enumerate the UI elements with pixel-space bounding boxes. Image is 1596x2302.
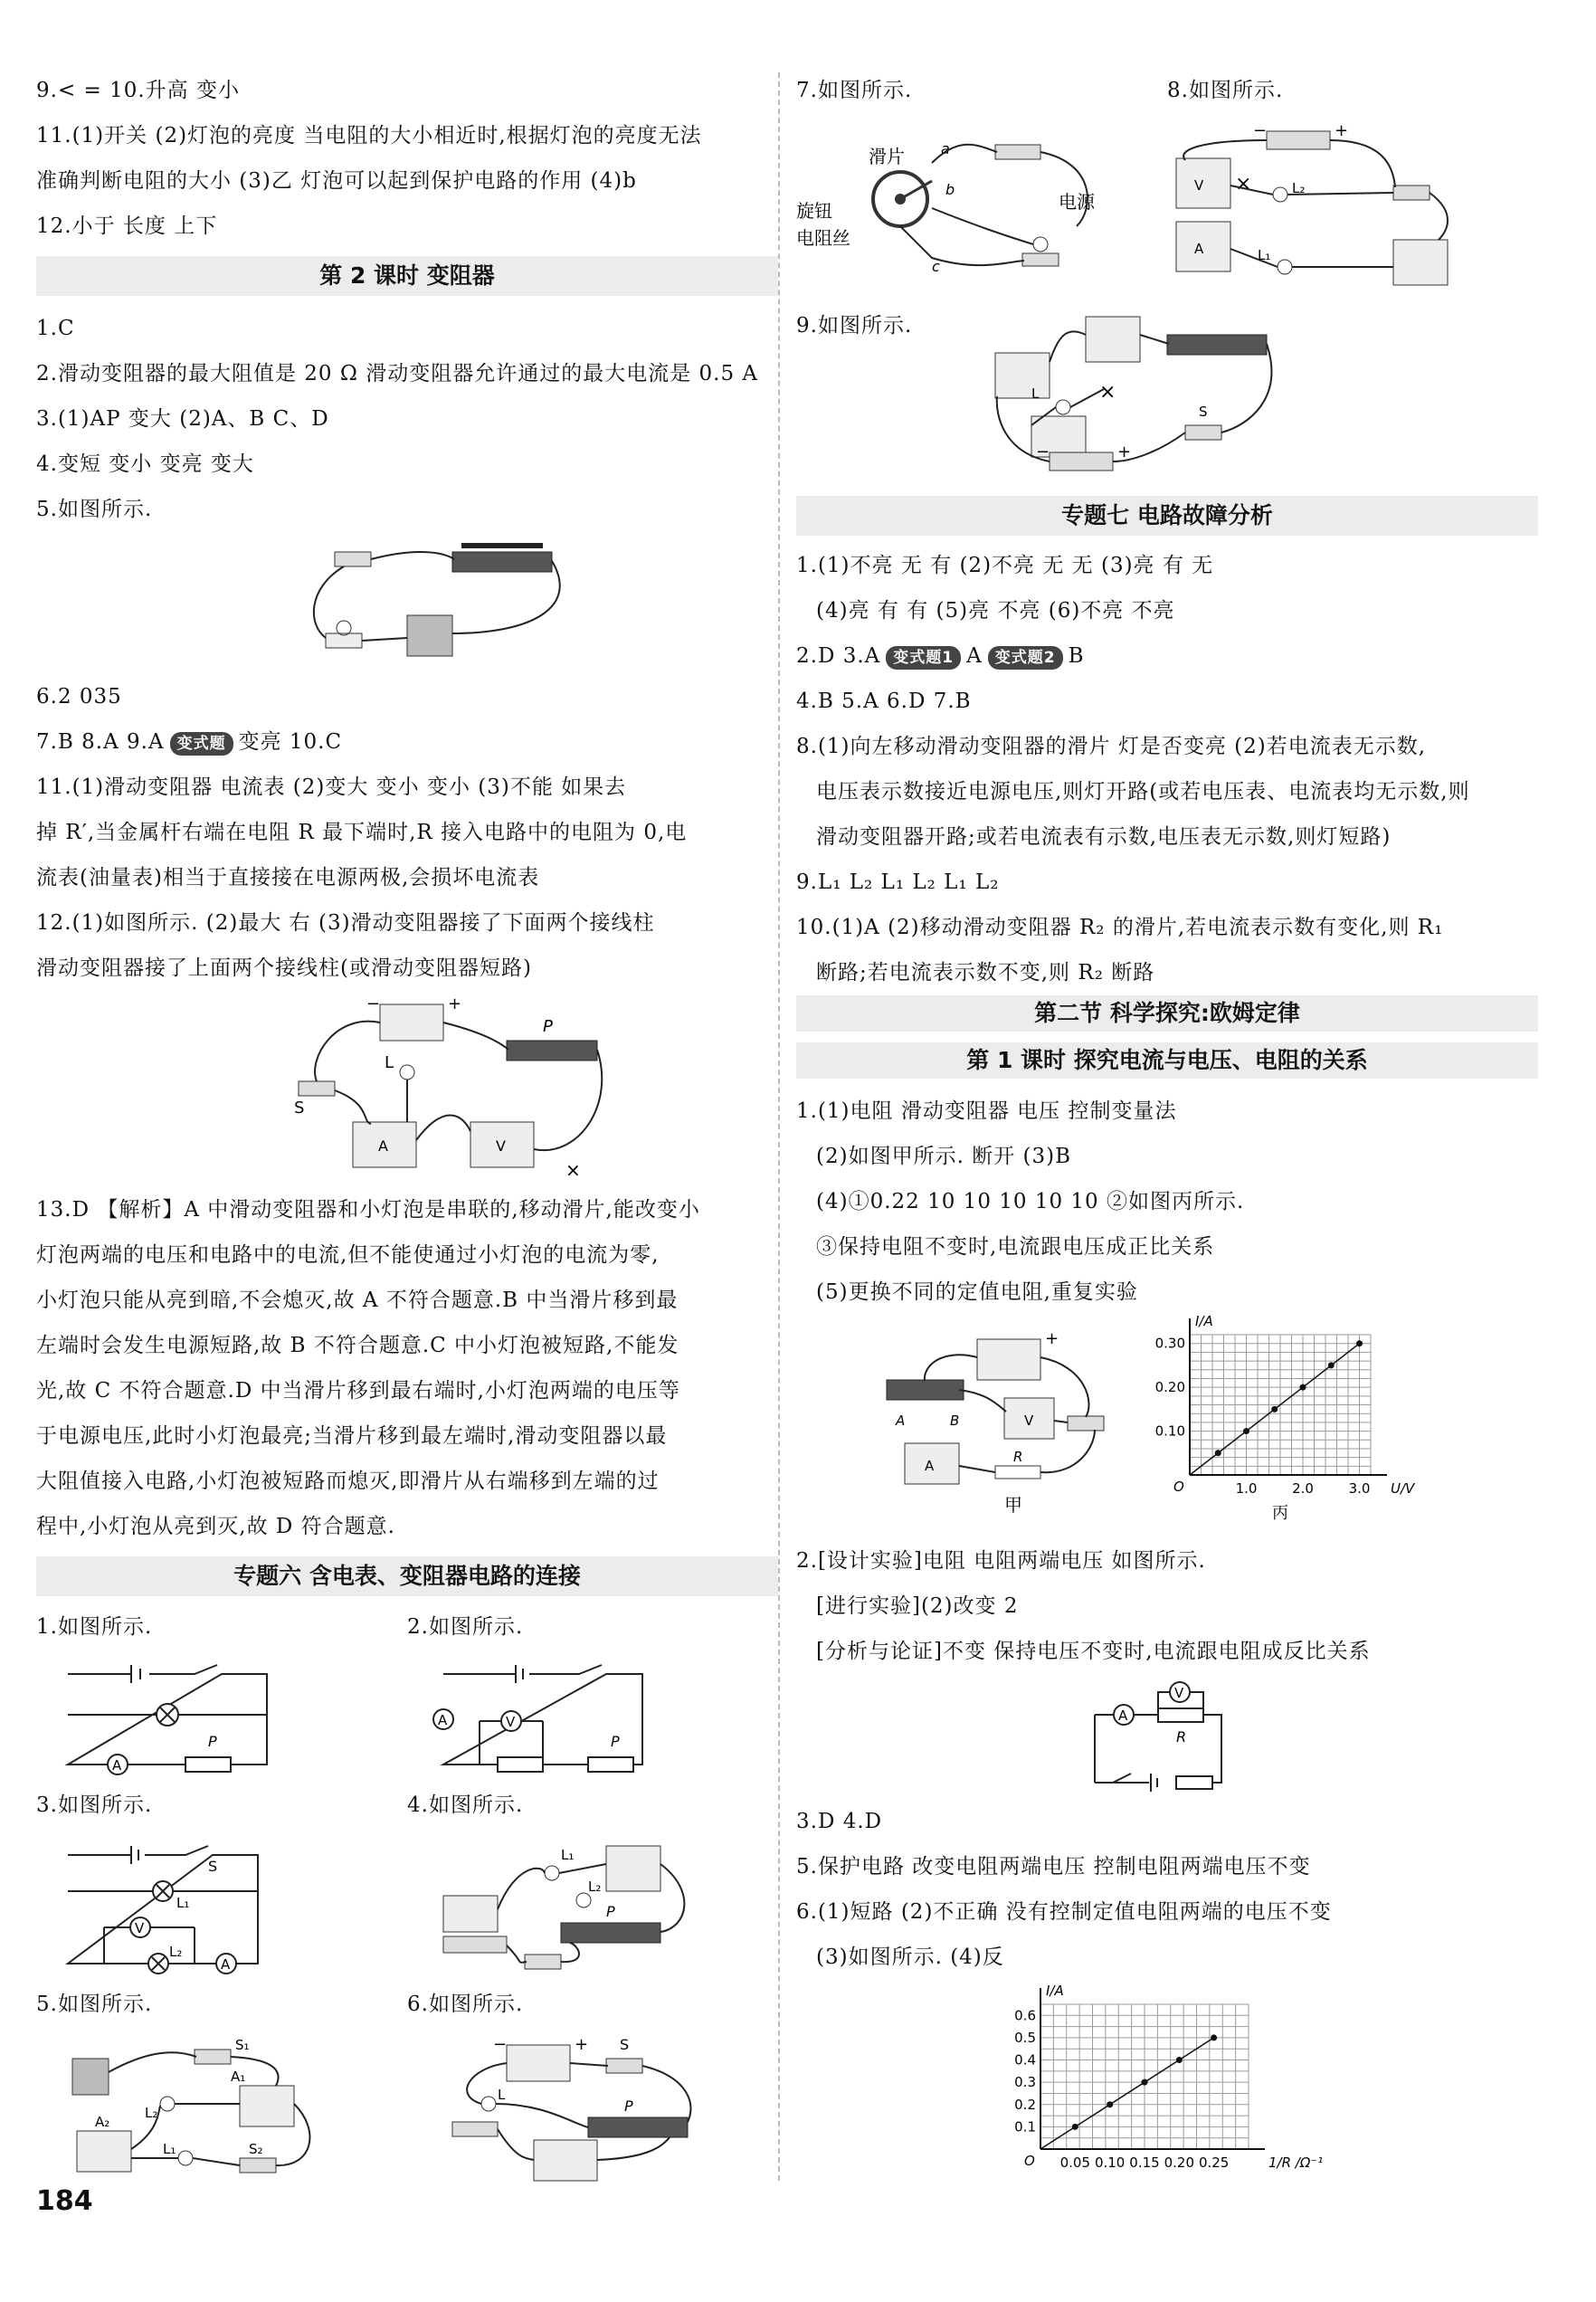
answer-line: 2.[设计实验]电阻 电阻两端电压 如图所示.: [796, 1549, 1206, 1573]
svg-text:c: c: [932, 258, 940, 275]
svg-text:−: −: [493, 2035, 508, 2054]
data-point: [1356, 1340, 1363, 1346]
svg-text:S: S: [208, 1858, 218, 1875]
question-label: 5.如图所示.: [36, 1993, 153, 2016]
circuit-figure-9: [977, 308, 1276, 480]
svg-text:P: P: [606, 1903, 615, 1920]
section-heading: 专题七 电路故障分析: [796, 496, 1538, 536]
answer-line: 光,故 C 不符合题意.D 中当滑片移到最右端时,小灯泡两端的电压等: [36, 1379, 680, 1403]
answer-line: 4.B 5.A 6.D 7.B: [796, 690, 972, 713]
data-point: [1215, 1450, 1221, 1456]
y-tick-label: 0.4: [1014, 2051, 1036, 2069]
svg-text:L: L: [498, 2087, 506, 2103]
svg-text:S₂: S₂: [249, 2141, 263, 2157]
section-heading: 第 1 课时 探究电流与电压、电阻的关系: [796, 1042, 1538, 1079]
svg-text:S: S: [1199, 404, 1208, 420]
svg-text:A₁: A₁: [231, 2069, 246, 2085]
y-axis-label: I/A: [1195, 1313, 1213, 1329]
answer-line: (4)亮 有 有 (5)亮 不亮 (6)不亮 不亮: [816, 599, 1175, 623]
circuit-diagram-3: [59, 1837, 276, 1973]
answer-line: (5)更换不同的定值电阻,重复实验: [816, 1280, 1138, 1304]
answer-line: 滑动变阻器开路;或若电流表有示数,电压表无示数,则灯短路): [816, 825, 1392, 849]
answer-line: 灯泡两端的电压和电路中的电流,但不能使通过小灯泡的电流为零,: [36, 1243, 660, 1267]
svg-text:×: ×: [1099, 381, 1116, 404]
svg-text:×: ×: [1235, 173, 1252, 195]
answer-text: 7.B 8.A 9.A: [36, 730, 165, 754]
variant-badge: 变式题1: [886, 646, 961, 670]
svg-text:+: +: [448, 994, 462, 1013]
section-heading: 第二节 科学探究:欧姆定律: [796, 995, 1538, 1032]
answer-line: 9.< = 10.升高 变小: [36, 79, 240, 102]
answer-line: 11.(1)开关 (2)灯泡的亮度 当电阻的大小相近时,根据灯泡的亮度无法: [36, 124, 702, 147]
svg-text:V: V: [1194, 177, 1204, 194]
svg-text:+: +: [1045, 1329, 1059, 1348]
column-divider: [778, 72, 780, 2181]
svg-text:+: +: [1335, 121, 1349, 140]
answer-line: 8.(1)向左移动滑动变阻器的滑片 灯是否变亮 (2)若电流表无示数,: [796, 735, 1427, 758]
svg-text:L₁: L₁: [163, 2141, 176, 2157]
answer-line: [796, 642, 1084, 670]
answer-line: 10.(1)A (2)移动滑动变阻器 R₂ 的滑片,若电流表示数有变化,则 R₁: [796, 916, 1444, 939]
svg-text:P: P: [624, 2097, 633, 2115]
x-tick-label: 3.0: [1348, 1480, 1371, 1497]
answer-line: 12.(1)如图所示. (2)最大 右 (3)滑动变阻器接了下面两个接线柱: [36, 911, 655, 935]
x-axis-label: 1/R /Ω⁻¹: [1268, 2155, 1324, 2171]
svg-text:P: P: [611, 1733, 620, 1750]
data-point: [1300, 1384, 1306, 1391]
answer-line: (3)如图所示. (4)反: [816, 1945, 1004, 1969]
svg-text:P: P: [543, 1017, 553, 1036]
svg-text:A: A: [1118, 1707, 1128, 1724]
answer-line: (4)①0.22 10 10 10 10 10 ②如图丙所示.: [816, 1190, 1245, 1213]
svg-text:A: A: [378, 1137, 388, 1155]
circuit-figure-4: [425, 1828, 715, 1982]
svg-text:L₂: L₂: [169, 1944, 183, 1960]
svg-text:A: A: [896, 1413, 906, 1429]
data-point: [1211, 2034, 1217, 2040]
answer-line: 3.D 4.D: [796, 1810, 883, 1833]
answer-line: 12.小于 长度 上下: [36, 214, 218, 238]
data-point: [1176, 2057, 1183, 2063]
answer-line: 滑动变阻器接了上面两个接线柱(或滑动变阻器短路): [36, 956, 532, 980]
chart-current-vs-inverse-resistance: [995, 1982, 1324, 2176]
chart-caption: 丙: [1272, 1504, 1288, 1523]
answer-line: 准确判断电阻的大小 (3)乙 灯泡可以起到保护电路的作用 (4)b: [36, 169, 637, 193]
data-point: [1072, 2124, 1078, 2130]
origin-label: O: [1173, 1479, 1184, 1495]
question-label: 1.如图所示.: [36, 1615, 153, 1639]
y-axis-label: I/A: [1046, 1983, 1064, 1999]
origin-label: O: [1024, 2153, 1035, 2169]
circuit-figure-meters: [280, 995, 606, 1185]
answer-line: 2.滑动变阻器的最大阻值是 20 Ω 滑动变阻器允许通过的最大电流是 0.5 A: [36, 362, 759, 385]
figure-label: 旋钮: [796, 200, 832, 222]
section-heading: 专题六 含电表、变阻器电路的连接: [36, 1556, 778, 1596]
svg-text:L: L: [385, 1053, 394, 1072]
svg-text:A: A: [221, 1956, 231, 1973]
chart-current-vs-voltage: [1140, 1313, 1415, 1525]
y-tick-label: 0.2: [1014, 2096, 1036, 2113]
x-axis-label: U/V: [1391, 1480, 1415, 1497]
answer-line: 5.保护电路 改变电阻两端电压 控制电阻两端电压不变: [796, 1855, 1311, 1879]
svg-text:V: V: [1174, 1685, 1184, 1701]
answer-line: 于电源电压,此时小灯泡最亮;当滑片移到最左端时,滑动变阻器以最: [36, 1424, 668, 1448]
answer-line: 小灯泡只能从亮到暗,不会熄灭,故 A 不符合题意.B 中当滑片移到最: [36, 1289, 679, 1312]
x-tick-label: 0.25: [1198, 2155, 1230, 2171]
answer-line: 6.2 035: [36, 685, 122, 709]
svg-text:A: A: [438, 1712, 448, 1728]
answer-line: 掉 R′,当金属杆右端在电阻 R 最下端时,R 接入电路中的电阻为 0,电: [36, 821, 688, 844]
answer-line: [进行实验](2)改变 2: [816, 1594, 1019, 1618]
variant-badge: 变式题: [170, 732, 233, 756]
answer-text: A: [966, 644, 983, 668]
answer-line: [分析与论证]不变 保持电压不变时,电流跟电阻成反比关系: [816, 1640, 1371, 1663]
y-tick-label: 0.6: [1014, 2007, 1036, 2024]
svg-text:L₂: L₂: [1292, 180, 1306, 196]
answer-line: 3.(1)AP 变大 (2)A、B C、D: [36, 407, 329, 431]
question-label: 3.如图所示.: [36, 1793, 153, 1817]
svg-text:a: a: [941, 140, 950, 157]
svg-text:−: −: [1036, 442, 1050, 461]
svg-text:V: V: [1024, 1413, 1034, 1429]
data-point: [1107, 2101, 1113, 2107]
answer-text: B: [1068, 644, 1085, 668]
x-tick-label: 0.10: [1094, 2155, 1126, 2171]
answer-line: 4.变短 变小 变亮 变大: [36, 452, 254, 476]
x-tick-label: 1.0: [1235, 1480, 1258, 1497]
svg-text:L₁: L₁: [176, 1895, 190, 1911]
figure-label: 电阻丝: [796, 227, 850, 249]
svg-text:b: b: [945, 181, 955, 198]
answer-line: [36, 728, 342, 756]
svg-text:R: R: [1013, 1449, 1023, 1465]
y-tick-label: 0.10: [1154, 1422, 1185, 1440]
svg-text:−: −: [1253, 121, 1268, 140]
svg-text:S: S: [620, 2036, 630, 2053]
answer-line: 1.(1)不亮 无 有 (2)不亮 无 无 (3)亮 有 无: [796, 554, 1214, 577]
y-tick-label: 0.1: [1014, 2118, 1036, 2136]
svg-text:V: V: [506, 1714, 516, 1730]
question-label: 4.如图所示.: [407, 1793, 524, 1817]
y-tick-label: 0.3: [1014, 2074, 1036, 2091]
circuit-figure-5: [59, 2031, 330, 2185]
circuit-figure-7: [796, 127, 1104, 290]
answer-line: 电压表示数接近电源电压,则灯开路(或若电压表、电流表均无示数,则: [816, 780, 1470, 804]
svg-text:L₁: L₁: [561, 1847, 575, 1863]
data-point: [1243, 1428, 1249, 1434]
answer-line: 9.L₁ L₂ L₁ L₂ L₁ L₂: [796, 870, 1000, 894]
x-tick-label: 0.05: [1059, 2155, 1091, 2171]
svg-text:R: R: [1176, 1728, 1187, 1746]
svg-text:A: A: [1194, 241, 1204, 257]
circuit-figure-8: [1167, 122, 1466, 294]
answer-line: 断路;若电流表示数不变,则 R₂ 断路: [816, 961, 1155, 985]
answer-text: 变亮 10.C: [238, 730, 343, 754]
question-label: 9.如图所示.: [796, 314, 913, 338]
data-point: [1142, 2079, 1148, 2086]
svg-text:A: A: [925, 1458, 935, 1474]
question-label: 7.如图所示.: [796, 79, 913, 102]
x-tick-label: 0.20: [1164, 2155, 1195, 2171]
figure-caption: 甲: [1004, 1494, 1022, 1516]
answer-line: 1.C: [36, 317, 75, 340]
svg-text:V: V: [496, 1137, 506, 1155]
variant-badge: 变式题2: [988, 646, 1063, 670]
figure-label: 滑片: [869, 146, 905, 167]
question-label: 6.如图所示.: [407, 1993, 524, 2016]
answer-line: (2)如图甲所示. 断开 (3)B: [816, 1145, 1071, 1168]
y-tick-label: 0.20: [1154, 1379, 1185, 1396]
data-point: [1328, 1362, 1335, 1368]
circuit-diagram-1: [59, 1656, 276, 1774]
svg-text:L₂: L₂: [145, 2105, 158, 2121]
svg-text:L₁: L₁: [1258, 247, 1271, 263]
answer-line: 5.如图所示.: [36, 498, 153, 521]
answer-line: 流表(油量表)相当于直接接在电源两极,会损坏电流表: [36, 866, 540, 889]
svg-text:L: L: [1031, 385, 1040, 402]
svg-text:P: P: [208, 1733, 217, 1750]
answer-line: 1.(1)电阻 滑动变阻器 电压 控制变量法: [796, 1099, 1177, 1123]
question-label: 8.如图所示.: [1167, 79, 1284, 102]
data-point: [1271, 1406, 1278, 1413]
page-number: 184: [36, 2185, 93, 2217]
answer-line: 6.(1)短路 (2)不正确 没有控制定值电阻两端的电压不变: [796, 1900, 1332, 1924]
svg-text:L₂: L₂: [588, 1879, 602, 1895]
svg-text:+: +: [575, 2035, 589, 2054]
answer-line: 11.(1)滑动变阻器 电流表 (2)变大 变小 变小 (3)不能 如果去: [36, 775, 627, 799]
svg-text:A: A: [112, 1757, 122, 1774]
svg-text:−: −: [366, 994, 381, 1013]
section-heading: 第 2 课时 变阻器: [36, 256, 778, 296]
svg-text:S: S: [294, 1099, 305, 1118]
figure-label: 电源: [1059, 191, 1095, 213]
svg-text:S₁: S₁: [235, 2037, 250, 2053]
circuit-figure-jia: [887, 1330, 1104, 1520]
x-tick-label: 0.15: [1129, 2155, 1160, 2171]
answer-line: 13.D 【解析】A 中滑动变阻器和小灯泡是串联的,移动滑片,能改变小: [36, 1198, 700, 1222]
answer-line: 程中,小灯泡从亮到灭,故 D 符合题意.: [36, 1515, 395, 1538]
circuit-figure-6: [434, 2031, 706, 2185]
answer-line: 大阻值接入电路,小灯泡被短路而熄灭,即滑片从右端移到左端的过: [36, 1470, 660, 1493]
svg-text:A₂: A₂: [95, 2114, 110, 2130]
question-label: 2.如图所示.: [407, 1615, 524, 1639]
x-tick-label: 2.0: [1292, 1480, 1314, 1497]
y-tick-label: 0.30: [1154, 1335, 1185, 1352]
svg-text:+: +: [1117, 442, 1132, 461]
svg-text:×: ×: [565, 1159, 581, 1181]
answer-line: 左端时会发生电源短路,故 B 不符合题意.C 中小灯泡被短路,不能发: [36, 1334, 679, 1357]
svg-text:V: V: [135, 1920, 145, 1936]
circuit-figure-rheostat: [299, 534, 588, 670]
y-tick-label: 0.5: [1014, 2029, 1036, 2046]
answer-line: ③保持电阻不变时,电流跟电压成正比关系: [816, 1235, 1215, 1259]
svg-text:B: B: [950, 1413, 960, 1429]
circuit-diagram-ohm: [1086, 1679, 1240, 1796]
answer-text: 2.D 3.A: [796, 644, 881, 668]
circuit-diagram-2: [425, 1656, 651, 1783]
